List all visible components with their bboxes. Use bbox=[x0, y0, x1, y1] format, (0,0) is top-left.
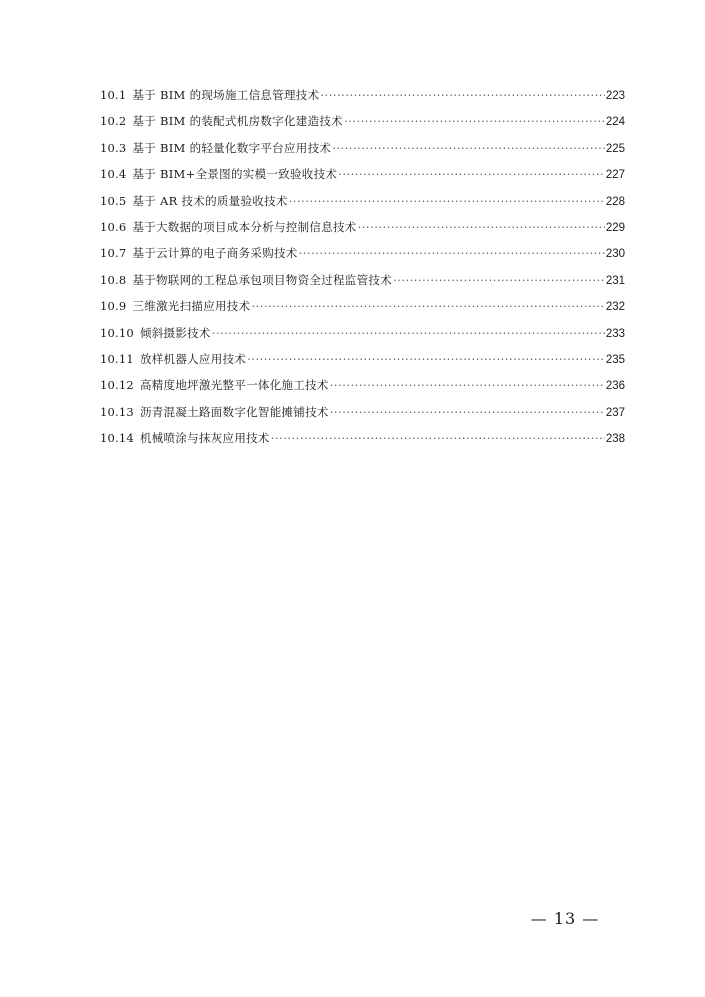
toc-dot-leader bbox=[358, 218, 605, 236]
toc-entry-number: 10.7 bbox=[100, 246, 127, 261]
toc-entry-title: 沥青混凝土路面数字化智能摊铺技术 bbox=[139, 404, 329, 419]
toc-entry-title: 机械喷涂与抹灰应用技术 bbox=[139, 431, 270, 446]
toc-dot-leader bbox=[289, 192, 605, 210]
toc-entry-number: 10.12 bbox=[100, 378, 134, 393]
toc-entry-10-3[interactable] bbox=[100, 139, 625, 165]
toc-dot-leader bbox=[338, 165, 605, 183]
toc-dot-leader bbox=[320, 86, 604, 104]
toc-entry-number: 10.1 bbox=[100, 88, 127, 102]
toc-entry-title: 基于 BIM 的现场施工信息管理技术 bbox=[132, 88, 320, 102]
toc-dot-leader bbox=[247, 350, 605, 368]
toc-entry-number: 10.8 bbox=[100, 272, 127, 287]
toc-entry-title: 基于云计算的电子商务采购技术 bbox=[132, 246, 298, 261]
toc-entry-page: 232 bbox=[605, 301, 625, 314]
toc-entry-10-12[interactable] bbox=[100, 376, 625, 402]
toc-dot-leader bbox=[251, 297, 604, 315]
toc-entry-number: 10.3 bbox=[100, 140, 127, 155]
toc-entry-title: 三维激光扫描应用技术 bbox=[132, 299, 251, 314]
toc-entry-10-1[interactable] bbox=[100, 86, 625, 112]
toc-entry-page: 230 bbox=[605, 248, 625, 261]
toc-entry-number: 10.4 bbox=[100, 167, 127, 182]
toc-entry-number: 10.10 bbox=[100, 325, 134, 340]
toc-entry-number: 10.14 bbox=[100, 431, 134, 446]
toc-dot-leader bbox=[299, 244, 605, 262]
toc-entry-page: 236 bbox=[605, 380, 625, 393]
toc-entry-page: 223 bbox=[605, 90, 625, 102]
toc-entry-title: 高精度地坪激光整平一体化施工技术 bbox=[139, 378, 329, 393]
toc-entry-number: 10.13 bbox=[100, 404, 134, 419]
toc-entry-page: 228 bbox=[605, 195, 625, 208]
toc-entry-10-10[interactable] bbox=[100, 324, 625, 350]
toc-dot-leader bbox=[344, 112, 605, 130]
toc-entry-10-6[interactable] bbox=[100, 218, 625, 244]
toc-entry-page: 224 bbox=[605, 116, 625, 129]
toc-dot-leader bbox=[332, 139, 605, 157]
toc-entry-page: 237 bbox=[605, 406, 625, 419]
toc-entry-title: 基于物联网的工程总承包项目物资全过程监管技术 bbox=[132, 272, 393, 287]
toc-entry-number: 10.11 bbox=[100, 351, 134, 366]
toc-entry-page: 225 bbox=[605, 142, 625, 155]
toc-dot-leader bbox=[271, 429, 605, 447]
toc-dot-leader bbox=[212, 324, 605, 342]
toc-entry-10-8[interactable] bbox=[100, 271, 625, 297]
page-number: — 13 — bbox=[530, 909, 600, 928]
toc-dot-leader bbox=[393, 271, 605, 289]
toc-dot-leader bbox=[330, 403, 605, 421]
toc-entry-10-5[interactable] bbox=[100, 192, 625, 218]
toc-entry-title: 基于 BIM 的装配式机房数字化建造技术 bbox=[132, 114, 343, 129]
toc-entry-title: 基于 BIM 的轻量化数字平台应用技术 bbox=[132, 140, 332, 155]
toc-entry-title: 基于 BIM+全景图的实模一致验收技术 bbox=[132, 167, 338, 182]
toc-entry-title: 基于大数据的项目成本分析与控制信息技术 bbox=[132, 219, 357, 234]
toc-entry-10-9[interactable] bbox=[100, 297, 625, 323]
toc-entry-number: 10.2 bbox=[100, 114, 127, 129]
toc-entry-page: 233 bbox=[605, 327, 625, 340]
toc-entry-page: 238 bbox=[605, 433, 625, 446]
table-of-contents bbox=[100, 86, 625, 455]
toc-entry-10-2[interactable] bbox=[100, 112, 625, 138]
toc-entry-title: 基于 AR 技术的质量验收技术 bbox=[132, 193, 288, 208]
toc-entry-10-14[interactable] bbox=[100, 429, 625, 455]
toc-entry-10-13[interactable] bbox=[100, 403, 625, 429]
toc-entry-page: 231 bbox=[605, 274, 625, 287]
toc-entry-page: 227 bbox=[605, 169, 625, 182]
toc-entry-title: 倾斜摄影技术 bbox=[139, 325, 211, 340]
toc-entry-10-4[interactable] bbox=[100, 165, 625, 191]
toc-entry-number: 10.9 bbox=[100, 299, 127, 314]
toc-entry-10-11[interactable] bbox=[100, 350, 625, 376]
toc-dot-leader bbox=[330, 376, 605, 394]
toc-entry-page: 235 bbox=[605, 353, 625, 366]
toc-entry-number: 10.5 bbox=[100, 193, 127, 208]
toc-entry-10-7[interactable] bbox=[100, 244, 625, 270]
toc-entry-number: 10.6 bbox=[100, 219, 127, 234]
toc-entry-page: 229 bbox=[605, 221, 625, 234]
toc-entry-title: 放样机器人应用技术 bbox=[139, 351, 247, 366]
